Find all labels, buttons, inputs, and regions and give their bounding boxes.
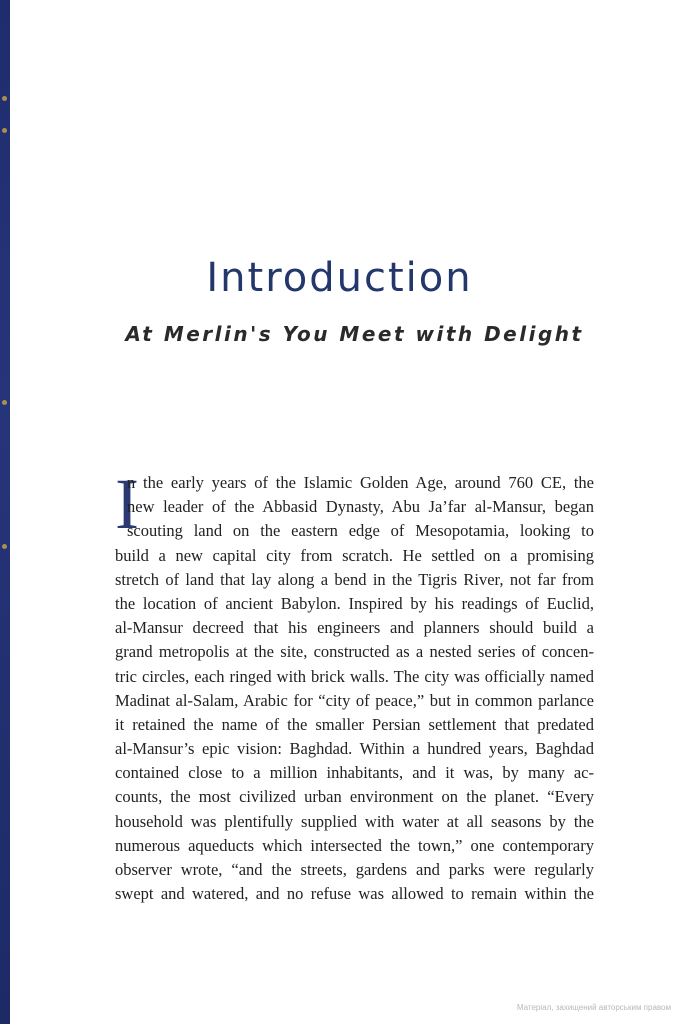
text-line: grand metropolis at the site, constructed as a nested series of concen- [115,642,594,662]
book-spine-edge [0,0,10,1024]
text-line: Madinat al-Salam, Arabic for “city of peace,” but in common parlance [115,690,594,710]
drop-cap: I [115,471,139,541]
text-line: observer wrote, “and the streets, gardens and parks were regularly [115,860,594,879]
text-line: stretch of land that lay along a bend in the Tigris River, not far from [115,569,594,589]
chapter-subtitle: At Merlin's You Meet with Delight [125,322,584,346]
text-line: build a new capital city from scratch. He settled on a promising [115,545,594,565]
text-line: household was plentifully supplied with water at all seasons by the [115,811,594,831]
spine-decoration [2,400,7,405]
copyright-watermark: Матеріал, захищений авторським правом [516,1003,671,1012]
text-line: swept and watered, and no refuse was allowed to remain within the [115,884,594,904]
text-line: the location of ancient Babylon. Inspired by his readings of Euclid, [115,593,594,613]
body-paragraph [115,471,594,906]
text-line: al-Mansur decreed that his engineers and planners should build a [115,618,594,638]
spine-decoration [2,128,7,133]
text-line: new leader of the Abbasid Dynasty, Abu Ja’far al-Mansur, began [127,497,594,517]
text-line: n the early years of the Islamic Golden Age, around 760 CE, the [127,473,594,492]
text-line: counts, the most civilized urban environment on the planet. “Every [115,787,594,807]
text-line: it retained the name of the smaller Persian settlement that predated [115,714,594,734]
text-line: tric circles, each ringed with brick walls. The city was officially named [115,666,594,686]
text-line: numerous aqueducts which intersected the town,” one contemporary [115,835,594,855]
spine-decoration [2,96,7,101]
text-line: contained close to a million inhabitants, and it was, by many ac- [115,763,594,783]
spine-decoration [2,544,7,549]
text-line: al-Mansur’s epic vision: Baghdad. Within a hundred years, Baghdad [115,739,594,759]
chapter-title: Introduction [206,255,473,301]
text-line: scouting land on the eastern edge of Mesopotamia, looking to [127,521,594,541]
